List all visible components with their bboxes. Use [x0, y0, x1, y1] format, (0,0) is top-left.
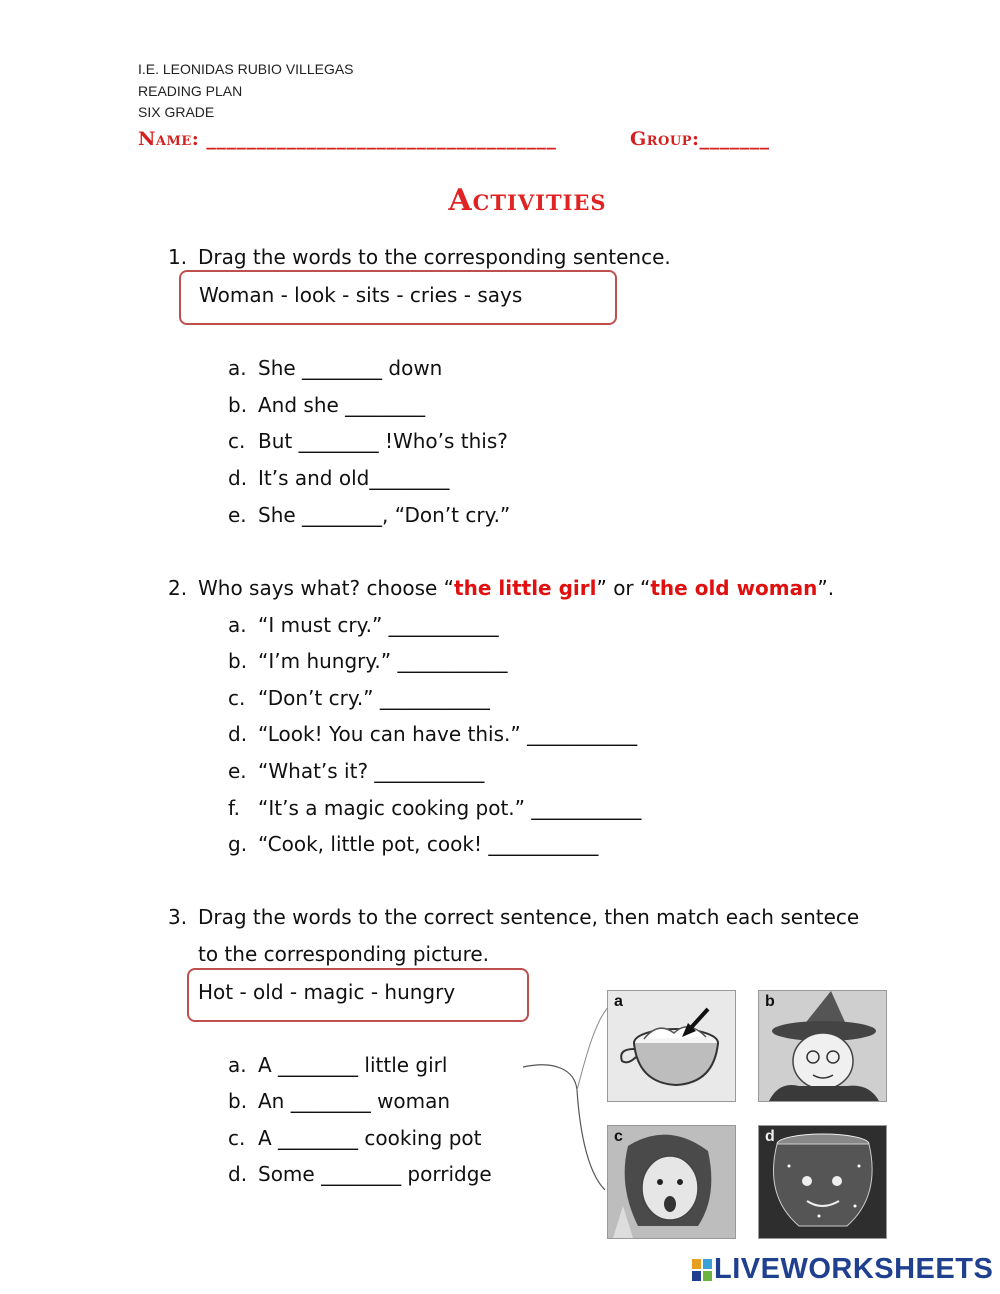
q3-item-b[interactable]: b. An ________ woman: [228, 1089, 451, 1113]
picture-b-old-woman[interactable]: b: [758, 990, 887, 1102]
group-field[interactable]: Group:_______: [630, 128, 770, 150]
page-title: Activities: [448, 183, 607, 218]
school-name: I.E. LEONIDAS RUBIO VILLEGAS: [138, 61, 354, 77]
name-field[interactable]: Name: ___________________________________: [138, 128, 557, 150]
reading-plan-label: READING PLAN: [138, 83, 243, 99]
q2-item-d[interactable]: d. “Look! You can have this.” ___________: [228, 722, 638, 746]
q1-instruction: 1. Drag the words to the corresponding sentence.: [168, 245, 671, 269]
picture-a-porridge[interactable]: a: [607, 990, 736, 1102]
q2-item-g[interactable]: g. “Cook, little pot, cook! ___________: [228, 832, 599, 856]
liveworksheets-logo-icon: [692, 1259, 712, 1281]
q3-item-a[interactable]: a. A ________ little girl: [228, 1053, 448, 1077]
q3-instruction-cont: to the corresponding picture.: [198, 942, 490, 966]
q2-item-f[interactable]: f. “It’s a magic cooking pot.” ___________: [228, 796, 642, 820]
q1-item-d[interactable]: d. It’s and old________: [228, 466, 450, 490]
picture-c-little-girl[interactable]: c: [607, 1125, 736, 1239]
porridge-bowl-icon: [608, 991, 735, 1101]
old-woman-icon: [759, 991, 886, 1101]
q1-item-a[interactable]: a. She ________ down: [228, 356, 443, 380]
q2-item-c[interactable]: c. “Don’t cry.” ___________: [228, 686, 490, 710]
q3-instruction: 3. Drag the words to the correct sentence, then match each sentece: [168, 905, 860, 929]
q1-item-e[interactable]: e. She ________, “Don’t cry.”: [228, 503, 511, 527]
q1-word-bank-text[interactable]: Woman - look - sits - cries - says: [199, 283, 523, 307]
option-little-girl: the little girl: [454, 576, 597, 600]
q2-item-b[interactable]: b. “I’m hungry.” ___________: [228, 649, 508, 673]
picture-d-magic-pot[interactable]: d: [758, 1125, 887, 1239]
option-old-woman: the old woman: [650, 576, 818, 600]
q3-item-c[interactable]: c. A ________ cooking pot: [228, 1126, 482, 1150]
q2-instruction: 2. Who says what? choose “the little girl” or “the old woman”.: [168, 576, 835, 600]
liveworksheets-logo: LIVEWORKSHEETS: [692, 1253, 993, 1286]
q1-item-b[interactable]: b. And she ________: [228, 393, 426, 417]
q2-item-a[interactable]: a. “I must cry.” ___________: [228, 613, 499, 637]
little-girl-icon: [608, 1126, 735, 1238]
magic-pot-icon: [759, 1126, 886, 1238]
q2-item-e[interactable]: e. “What’s it? ___________: [228, 759, 485, 783]
q3-item-d[interactable]: d. Some ________ porridge: [228, 1162, 492, 1186]
grade-label: SIX GRADE: [138, 104, 215, 120]
q3-word-bank-text[interactable]: Hot - old - magic - hungry: [198, 980, 456, 1004]
q1-item-c[interactable]: c. But ________ !Who’s this?: [228, 429, 508, 453]
match-connector-line: [515, 1000, 615, 1200]
